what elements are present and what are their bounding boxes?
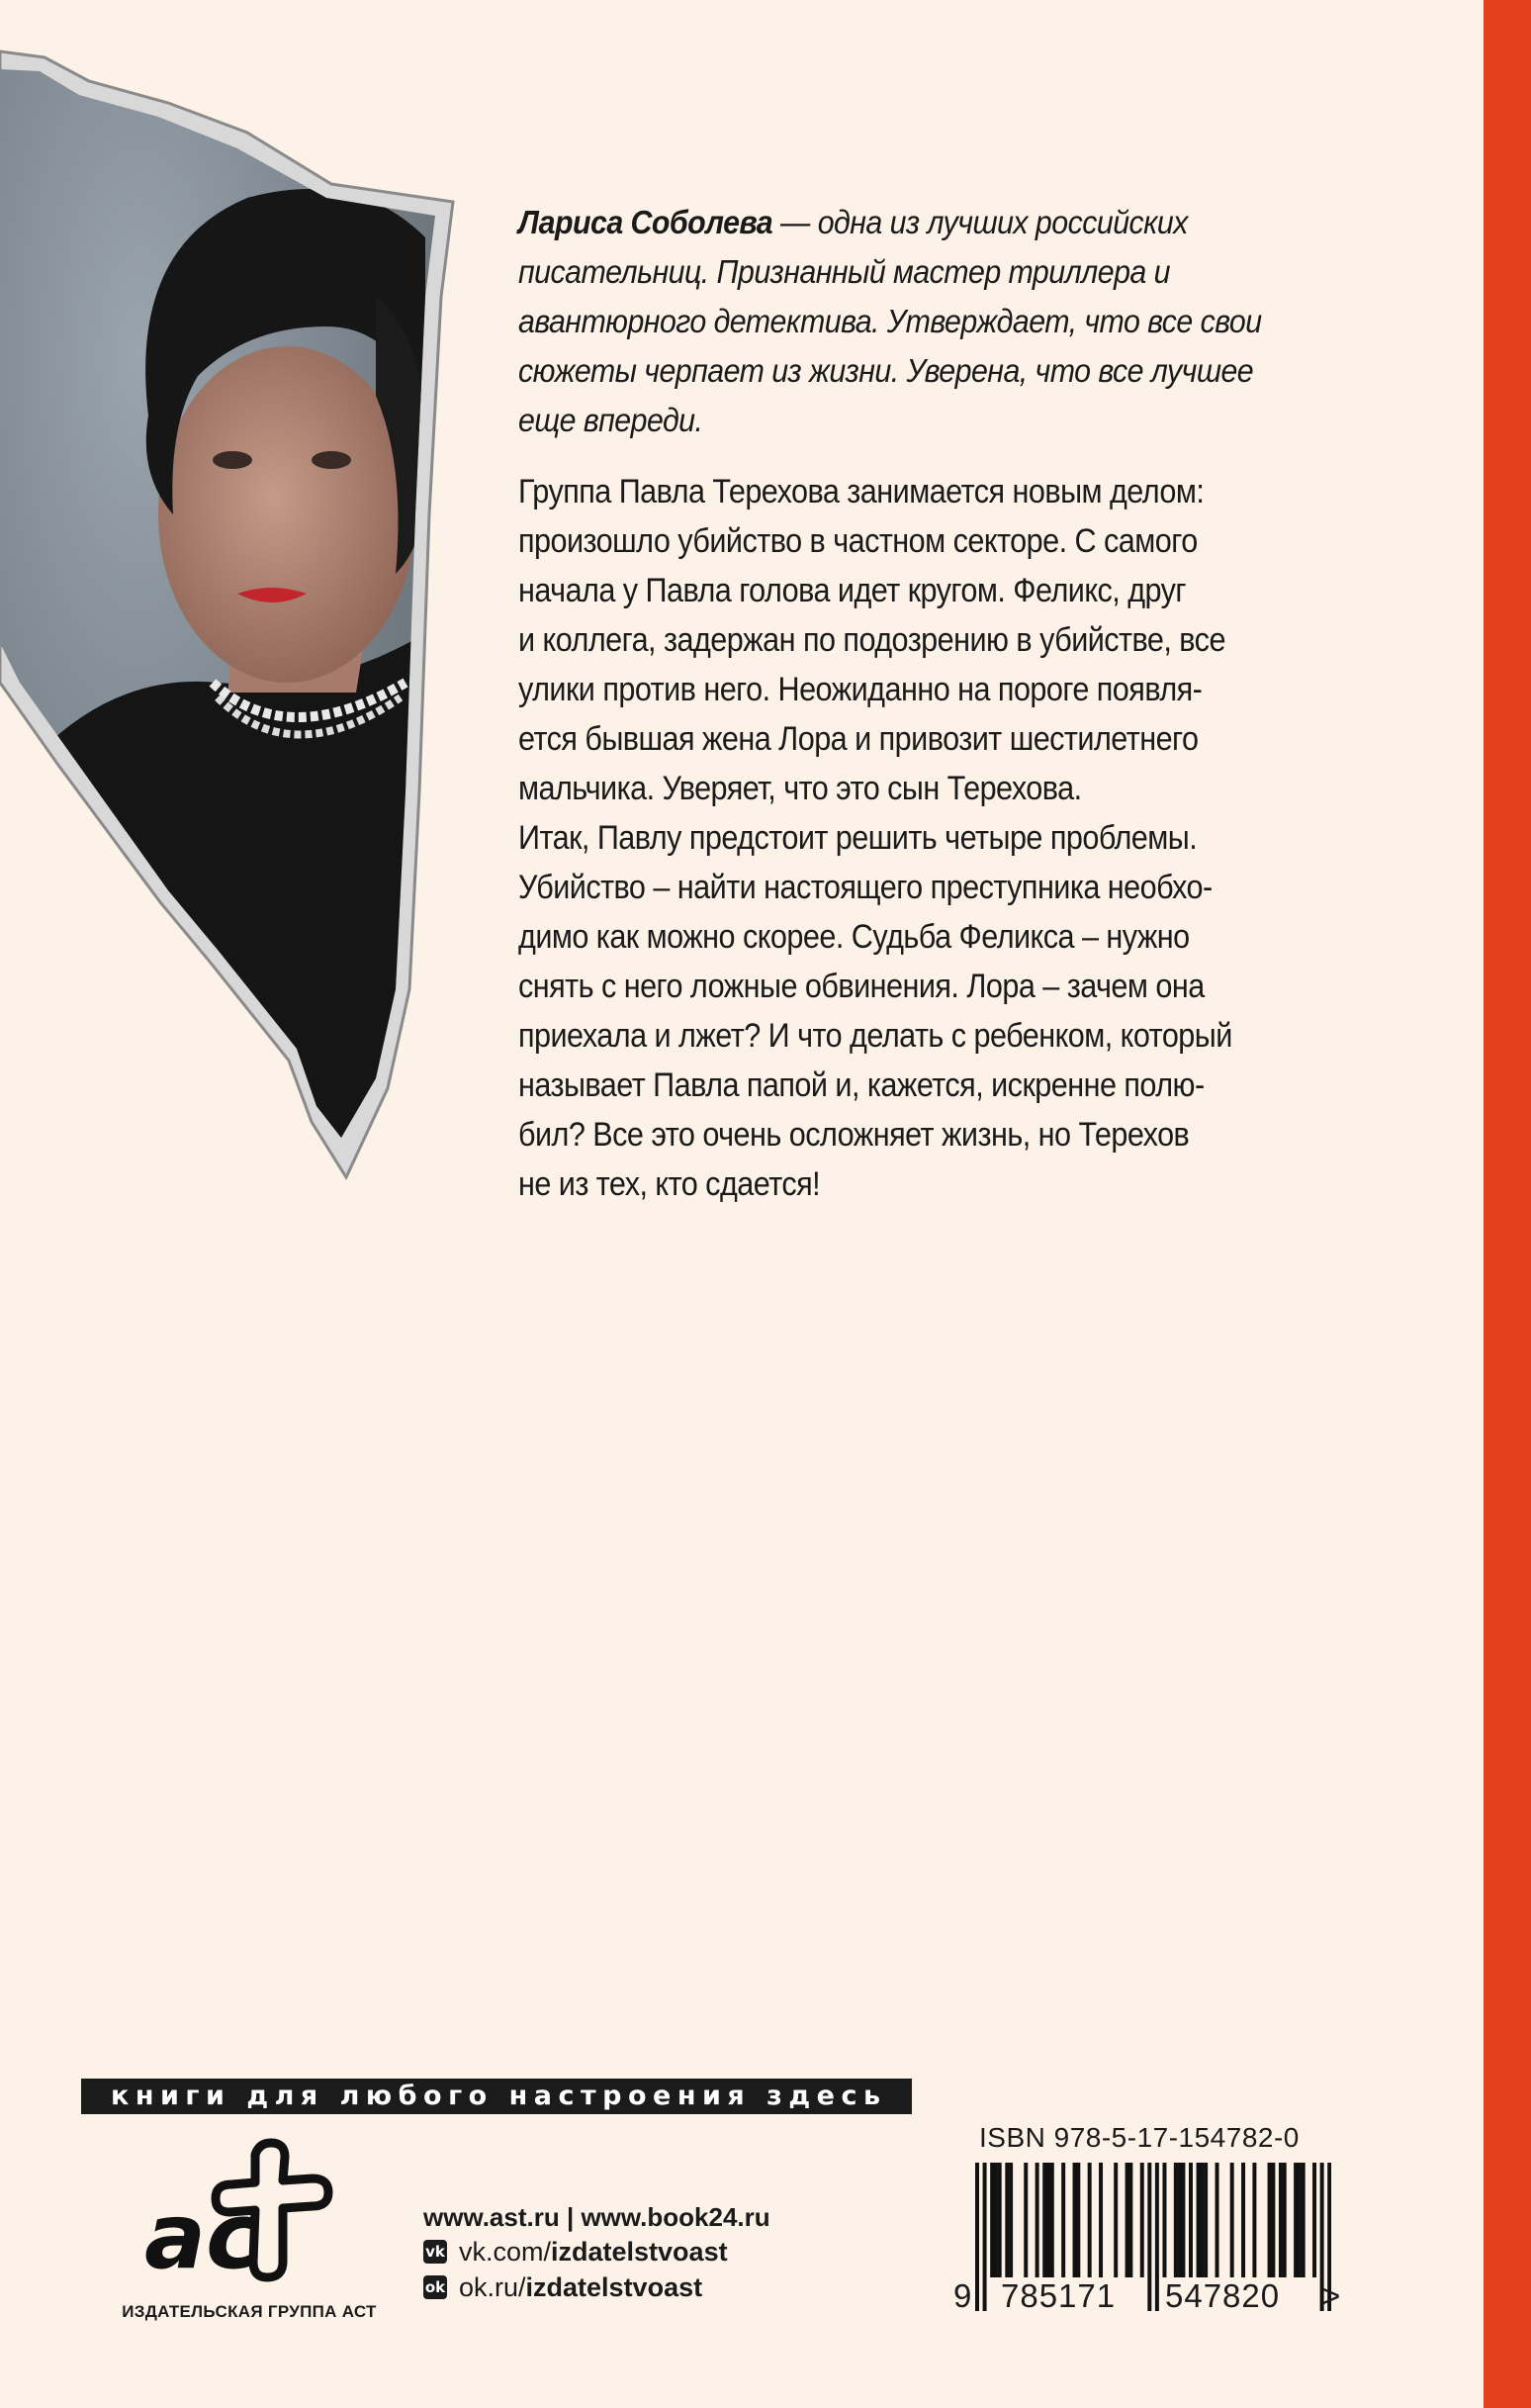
social-link-vk[interactable] [423,2234,770,2269]
barcode-bar [1050,2163,1054,2277]
book-annotation [518,467,1300,1209]
barcode-bar [1042,2163,1046,2277]
annotation-line: улики против него. Неожиданно на пороге появля- [518,671,1203,708]
author-bio-text: — одна из лучших российских писательниц. Признанный мастер триллера и авантюрного детектива. Утверждает, что все свои сюжеты черпает из жизни. Уверена, что все лучшее еще впереди. [518,204,1262,438]
annotation-line: приехала и лжет? И что делать с ребенком, который [518,1017,1232,1055]
barcode-bar [1128,2163,1132,2277]
barcode-bar [1162,2163,1166,2277]
barcode-bar [1178,2163,1182,2277]
annotation-line: димо как можно скорее. Судьба Феликса – нужно [518,918,1190,956]
barcode-bar [1268,2163,1272,2277]
annotation-line: Группа Павла Терехова занимается новым делом: [518,473,1205,510]
barcode-bar [1024,2163,1028,2277]
barcode-bar [1073,2163,1077,2277]
barcode-bar [1088,2163,1092,2277]
barcode-bar [1294,2163,1298,2277]
barcode-bar [1046,2163,1050,2277]
publisher-name: ИЗДАТЕЛЬСКАЯ ГРУППА АСТ [122,2302,377,2321]
barcode-bar [1216,2163,1219,2277]
barcode-bar [1009,2163,1013,2277]
slogan-bar: книги для любого настроения здесь [81,2079,912,2114]
barcode-bar [1155,2163,1159,2311]
barcode-bar [1189,2163,1193,2277]
barcode-bar [1200,2163,1204,2277]
publisher-links [423,2200,770,2305]
barcode-bar [975,2163,979,2311]
barcode-bar [1126,2163,1129,2277]
barcode-bar [983,2163,987,2311]
barcode-bar [1302,2163,1306,2277]
annotation-line: бил? Все это очень осложняет жизнь, но Терехов [518,1116,1190,1154]
barcode-bar [1279,2163,1283,2277]
barcode-bar [1061,2163,1065,2277]
barcode-bar [1181,2163,1185,2277]
barcode-bar [1204,2163,1208,2277]
annotation-line: ется бывшая жена Лора и привозит шестилетнего [518,720,1199,758]
author-bio [518,198,1299,445]
ok-icon: ok [423,2275,447,2299]
barcode-marker: > [1321,2277,1342,2314]
barcode-bar [1241,2163,1245,2277]
isbn-label: ISBN 978-5-17-154782-0 [979,2122,1300,2153]
back-cover-text [518,198,1300,1209]
barcode-bar [1197,2163,1201,2277]
author-photo [0,0,465,1187]
ast-logo-mark [138,2137,356,2285]
annotation-line: не из тех, кто сдается! [518,1165,821,1203]
barcode-right-group: 547820 [1165,2277,1281,2314]
annotation-line: начала у Павла голова идет кругом. Феликс, друг [518,572,1187,609]
barcode-bar [1298,2163,1302,2277]
annotation-line: мальчика. Уверяет, что это сын Терехова. [518,770,1082,807]
annotation-line: Итак, Павлу предстоит решить четыре проблемы. [518,819,1198,857]
barcode-bar [1283,2163,1287,2277]
barcode-bar [1147,2163,1151,2311]
barcode-first-digit: 9 [953,2277,973,2314]
barcode-bar [1140,2163,1144,2277]
barcode-bar [990,2163,994,2277]
barcode-bar [994,2163,998,2277]
annotation-line: называет Павла папой и, кажется, искренне полю- [518,1066,1205,1104]
annotation-line: Убийство – найти настоящего преступника необхо- [518,869,1213,906]
barcode-bar [1312,2163,1316,2277]
barcode-bar [1114,2163,1118,2277]
spine-accent-stripe [1484,0,1531,2408]
barcode-bar [1271,2163,1275,2277]
social-domain: vk.com/ [459,2237,552,2267]
annotation-line: снять с него ложные обвинения. Лора – зачем она [518,968,1205,1005]
ast-logo-text: ас [144,2183,260,2285]
vk-icon: vk [423,2240,447,2264]
barcode-bar [1005,2163,1009,2277]
social-domain: ok.ru/ [459,2272,526,2302]
social-handle: izdatelstvoast [525,2272,703,2302]
barcode-bar [1230,2163,1234,2277]
barcode-bar [1174,2163,1178,2277]
annotation-line: и коллега, задержан по подозрению в убийстве, все [518,621,1225,659]
ast-logo [138,2137,356,2285]
barcode-bar [1252,2163,1256,2277]
barcode-left-group: 785171 [1001,2277,1117,2314]
social-link-ok[interactable] [423,2269,770,2305]
author-portrait-image [0,0,465,1187]
website-links[interactable]: www.ast.ru | www.book24.ru [423,2202,770,2232]
social-handle: izdatelstvoast [551,2237,728,2267]
barcode-bar [1036,2163,1039,2277]
annotation-line: произошло убийство в частном секторе. С самого [518,522,1198,560]
author-name: Лариса Соболева [518,204,773,240]
barcode-bar [1099,2163,1103,2277]
barcode-bar [998,2163,1002,2277]
barcode-bar [1076,2163,1080,2277]
